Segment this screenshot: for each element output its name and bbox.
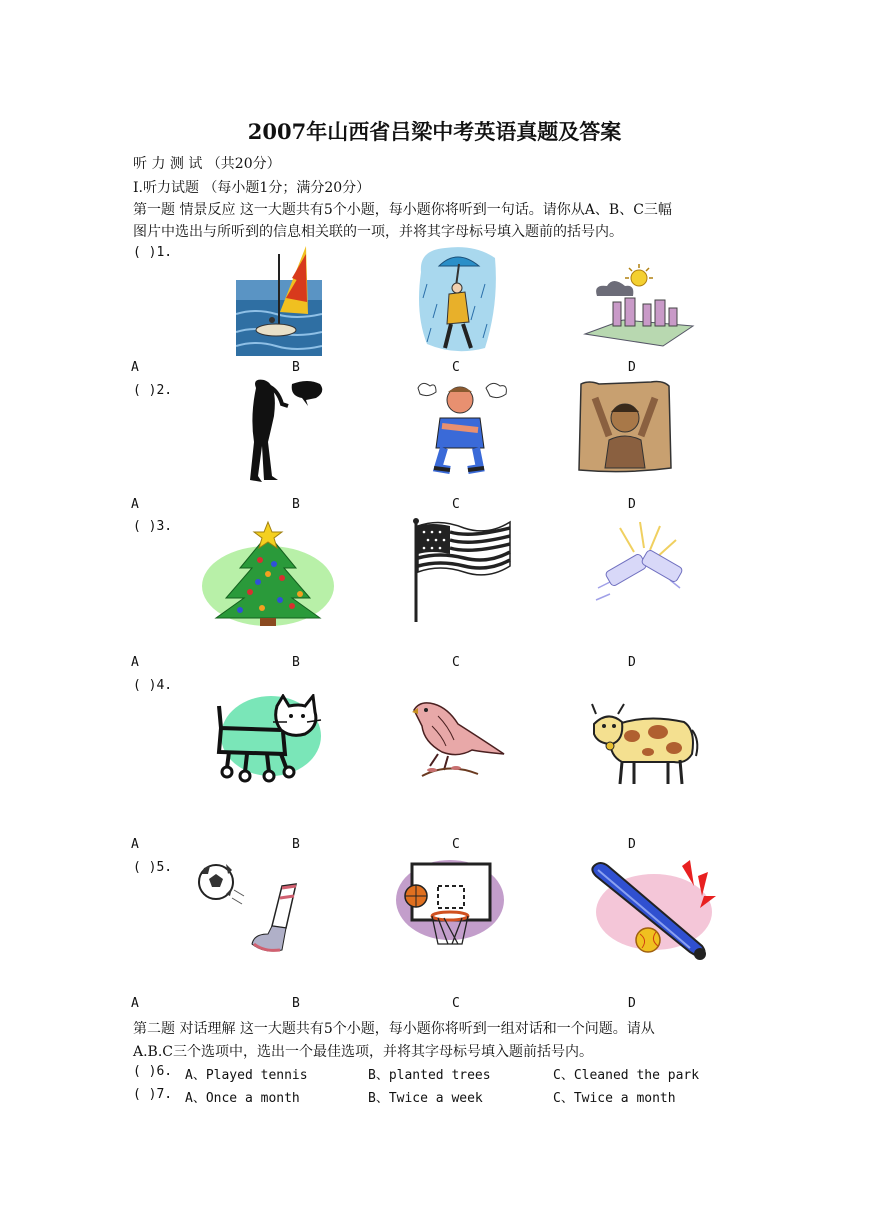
option-label: D <box>628 655 636 670</box>
christmas-tree-icon <box>200 516 336 628</box>
option-label: D <box>628 837 636 852</box>
question-number: ( )3. <box>133 519 173 534</box>
option-c: C、Cleaned the park <box>553 1068 700 1083</box>
basketball-hoop-icon <box>396 858 504 956</box>
rain-umbrella-man-icon <box>415 244 501 356</box>
option-label: D <box>628 996 636 1011</box>
option-label: B <box>292 837 300 852</box>
part2-instruction-1: 第二题 对话理解 这一大题共有5个小题，每小题你将听到一组对话和一个问题。请从 <box>133 1021 655 1037</box>
sad-figure-icon <box>248 376 324 484</box>
option-label: C <box>452 837 460 852</box>
option-b: B、Twice a week <box>368 1091 483 1106</box>
question-number: ( )7. <box>133 1087 173 1102</box>
option-label: B <box>292 996 300 1011</box>
question-number: ( )5. <box>133 860 173 875</box>
us-flag-icon <box>410 516 514 624</box>
option-label: A <box>131 655 139 670</box>
part1-header: I.听力试题 （每小题1分；满分20分） <box>133 180 371 196</box>
city-sun-cloud-icon <box>583 264 699 348</box>
option-c: C、Twice a month <box>553 1091 676 1106</box>
part1-instruction-2: 图片中选出与所听到的信息相关联的一项，并将其字母标号填入题前的括号内。 <box>133 224 623 240</box>
man-poster-icon <box>575 378 675 478</box>
cow-icon <box>588 700 702 790</box>
option-label: D <box>628 497 636 512</box>
firecracker-icon <box>590 518 690 608</box>
question-number: ( )2. <box>133 383 173 398</box>
cat-icon <box>213 694 323 786</box>
option-label: B <box>292 497 300 512</box>
question-number: ( )1. <box>133 245 173 260</box>
section-listening: 听 力 测 试 （共20分） <box>133 156 281 172</box>
option-a: A、Once a month <box>185 1091 300 1106</box>
soccer-icon <box>198 854 304 954</box>
option-label: C <box>452 655 460 670</box>
option-label: A <box>131 360 139 375</box>
option-label: C <box>452 360 460 375</box>
option-label: C <box>452 497 460 512</box>
question-number: ( )4. <box>133 678 173 693</box>
option-b: B、planted trees <box>368 1068 491 1083</box>
sailboat-icon <box>236 244 322 356</box>
baseball-bat-icon <box>590 856 718 966</box>
page-title: 2007年山西省吕梁中考英语真题及答案 <box>247 119 622 144</box>
question-number: ( )6. <box>133 1064 173 1079</box>
bird-icon <box>408 696 508 782</box>
option-label: A <box>131 996 139 1011</box>
angry-man-icon <box>410 378 510 474</box>
part1-instruction-1: 第一题 情景反应 这一大题共有5个小题，每小题你将听到一句话。请你从A、B、C三幅 <box>133 202 672 218</box>
option-label: D <box>628 360 636 375</box>
part2-instruction-2: A.B.C三个选项中，选出一个最佳选项，并将其字母标号填入题前括号内。 <box>133 1044 594 1060</box>
option-label: B <box>292 655 300 670</box>
option-label: C <box>452 996 460 1011</box>
option-a: A、Played tennis <box>185 1068 308 1083</box>
option-label: B <box>292 360 300 375</box>
option-label: A <box>131 837 139 852</box>
option-label: A <box>131 497 139 512</box>
